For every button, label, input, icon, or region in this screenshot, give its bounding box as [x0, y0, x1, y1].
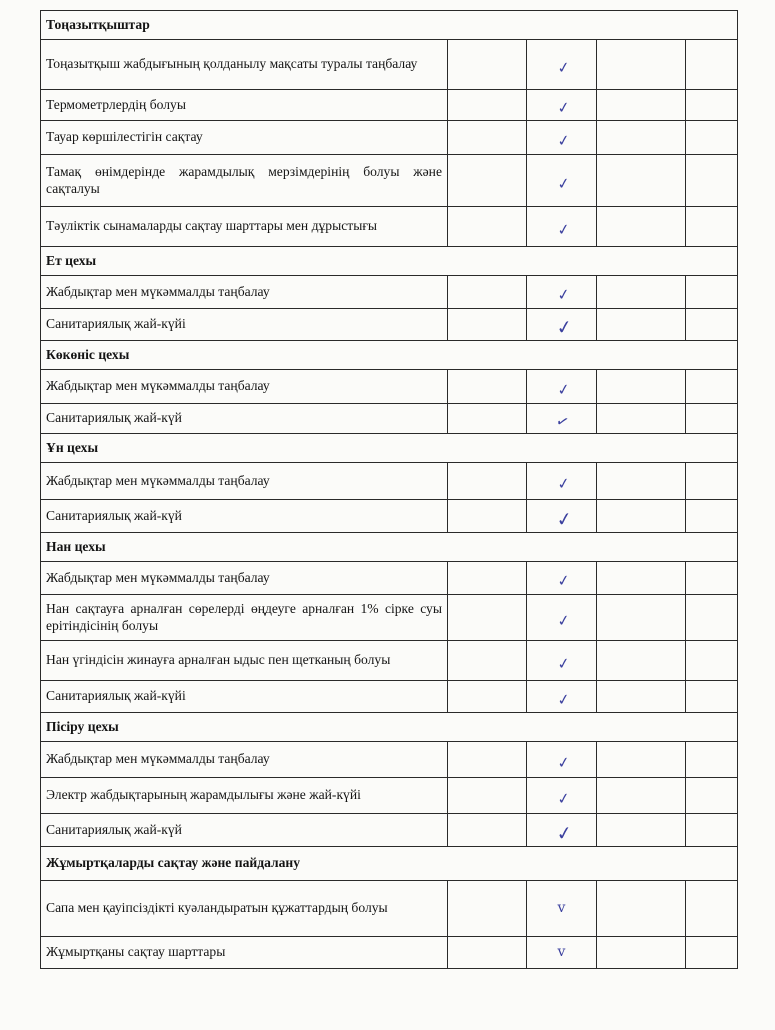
section-title: Ұн цехы	[41, 434, 738, 463]
answer-cell[interactable]	[448, 814, 527, 847]
answer-cell[interactable]	[597, 500, 686, 533]
requirement-label: Жабдықтар мен мүкәммалды таңбалау	[41, 463, 448, 500]
section-title: Нан цехы	[41, 533, 738, 562]
answer-cell[interactable]	[686, 207, 738, 247]
check-mark-cell[interactable]	[527, 500, 597, 533]
answer-cell[interactable]	[448, 370, 527, 404]
checklist-row	[41, 881, 738, 937]
answer-cell[interactable]	[597, 155, 686, 207]
requirement-label: Жабдықтар мен мүкәммалды таңбалау	[41, 742, 448, 778]
check-mark-cell[interactable]	[527, 814, 597, 847]
checklist-row	[41, 641, 738, 681]
answer-cell[interactable]	[448, 595, 527, 641]
check-mark-cell[interactable]	[527, 276, 597, 309]
answer-cell[interactable]	[597, 562, 686, 595]
answer-cell[interactable]	[686, 500, 738, 533]
answer-cell[interactable]	[597, 595, 686, 641]
answer-cell[interactable]	[448, 641, 527, 681]
checklist-row	[41, 937, 738, 969]
check-mark-icon: ✓	[556, 689, 572, 710]
check-mark-icon: v	[557, 944, 566, 961]
check-mark-icon: ✓	[556, 57, 572, 78]
answer-cell[interactable]	[686, 562, 738, 595]
check-mark-icon: ✓	[554, 507, 574, 532]
answer-cell[interactable]	[448, 40, 527, 90]
answer-cell[interactable]	[448, 881, 527, 937]
check-mark-cell[interactable]	[527, 778, 597, 814]
check-mark-icon: ✓	[556, 571, 572, 591]
section-title: Ет цехы	[41, 247, 738, 276]
answer-cell[interactable]	[597, 681, 686, 713]
check-mark-icon: ✓	[556, 379, 572, 400]
check-mark-icon: ✓	[556, 219, 572, 240]
answer-cell[interactable]	[597, 463, 686, 500]
checklist-row	[41, 814, 738, 847]
answer-cell[interactable]	[686, 937, 738, 969]
answer-cell[interactable]	[597, 121, 686, 155]
checklist-row	[41, 155, 738, 207]
section-header-row	[41, 713, 738, 742]
section-header-row	[41, 247, 738, 276]
answer-cell[interactable]	[597, 40, 686, 90]
answer-cell[interactable]	[448, 276, 527, 309]
check-mark-cell[interactable]	[527, 937, 597, 969]
section-title: Көкөніс цехы	[41, 341, 738, 370]
answer-cell[interactable]	[597, 937, 686, 969]
answer-cell[interactable]	[597, 881, 686, 937]
section-title: Пісіру цехы	[41, 713, 738, 742]
check-mark-icon: ✓	[553, 410, 572, 432]
answer-cell[interactable]	[686, 778, 738, 814]
answer-cell[interactable]	[597, 276, 686, 309]
answer-cell[interactable]	[686, 276, 738, 309]
answer-cell[interactable]	[686, 40, 738, 90]
requirement-label: Тәуліктік сынамаларды сақтау шарттары мен дұрыстығы	[41, 207, 448, 247]
answer-cell[interactable]	[597, 814, 686, 847]
requirement-label: Санитариялық жай-күй	[41, 500, 448, 533]
requirement-label: Термометрлердің болуы	[41, 90, 448, 121]
checklist-row	[41, 562, 738, 595]
answer-cell[interactable]	[597, 207, 686, 247]
answer-cell[interactable]	[448, 309, 527, 341]
checklist-row	[41, 595, 738, 641]
check-mark-cell[interactable]	[527, 641, 597, 681]
checklist-row	[41, 207, 738, 247]
section-header-row	[41, 847, 738, 881]
answer-cell[interactable]	[448, 778, 527, 814]
requirement-label: Санитариялық жай-күй	[41, 814, 448, 847]
section-title: Жұмыртқаларды сақтау және пайдалану	[41, 847, 738, 881]
answer-cell[interactable]	[448, 562, 527, 595]
check-mark-icon: ✓	[556, 610, 572, 631]
answer-cell[interactable]	[686, 155, 738, 207]
requirement-label: Тамақ өнімдерінде жарамдылық мерзімдерінің болуы және сақталуы	[41, 155, 448, 207]
check-mark-cell[interactable]	[527, 881, 597, 937]
check-mark-cell[interactable]	[527, 595, 597, 641]
answer-cell[interactable]	[686, 309, 738, 341]
check-mark-icon: ✓	[554, 315, 574, 340]
answer-cell[interactable]	[686, 881, 738, 937]
answer-cell[interactable]	[686, 90, 738, 121]
answer-cell[interactable]	[686, 595, 738, 641]
answer-cell[interactable]	[597, 404, 686, 434]
requirement-label: Санитариялық жай-күйі	[41, 309, 448, 341]
check-mark-cell[interactable]	[527, 121, 597, 155]
check-mark-cell[interactable]	[527, 463, 597, 500]
section-header-row	[41, 434, 738, 463]
check-mark-icon: ✓	[556, 752, 572, 773]
checklist-row	[41, 309, 738, 341]
answer-cell[interactable]	[448, 681, 527, 713]
answer-cell[interactable]	[686, 742, 738, 778]
check-mark-icon: ✓	[556, 788, 572, 809]
answer-cell[interactable]	[686, 814, 738, 847]
check-mark-cell[interactable]	[527, 681, 597, 713]
check-mark-cell[interactable]	[527, 90, 597, 121]
requirement-label: Санитариялық жай-күй	[41, 404, 448, 434]
checklist-row	[41, 404, 738, 434]
section-header-row	[41, 533, 738, 562]
check-mark-cell[interactable]	[527, 562, 597, 595]
checklist-row	[41, 463, 738, 500]
checklist-row	[41, 40, 738, 90]
answer-cell[interactable]	[448, 121, 527, 155]
requirement-label: Санитариялық жай-күйі	[41, 681, 448, 713]
answer-cell[interactable]	[686, 370, 738, 404]
requirement-label: Жабдықтар мен мүкәммалды таңбалау	[41, 276, 448, 309]
requirement-label: Жабдықтар мен мүкәммалды таңбалау	[41, 370, 448, 404]
checklist-row	[41, 370, 738, 404]
answer-cell[interactable]	[448, 742, 527, 778]
checklist-row	[41, 121, 738, 155]
requirement-label: Тауар көршілестігін сақтау	[41, 121, 448, 155]
answer-cell[interactable]	[448, 463, 527, 500]
check-mark-icon: ✓	[554, 821, 574, 846]
checklist-row	[41, 500, 738, 533]
check-mark-cell[interactable]	[527, 207, 597, 247]
check-mark-cell[interactable]	[527, 742, 597, 778]
answer-cell[interactable]	[686, 681, 738, 713]
answer-cell[interactable]	[448, 207, 527, 247]
answer-cell[interactable]	[597, 309, 686, 341]
checklist-row	[41, 742, 738, 778]
checklist-row	[41, 90, 738, 121]
requirement-label: Сапа мен қауіпсіздікті куәландыратын құжаттардың болуы	[41, 881, 448, 937]
check-mark-cell[interactable]	[527, 404, 597, 434]
answer-cell[interactable]	[686, 121, 738, 155]
checklist-row	[41, 276, 738, 309]
check-mark-icon: ✓	[556, 474, 572, 494]
section-header-row	[41, 11, 738, 40]
answer-cell[interactable]	[448, 90, 527, 121]
answer-cell[interactable]	[448, 155, 527, 207]
check-mark-cell[interactable]	[527, 40, 597, 90]
check-mark-icon: ✓	[556, 285, 572, 305]
requirement-label: Нан сақтауға арналған сөрелерді өңдеуге арналған 1% сірке суы ерітіндісінің болуы	[41, 595, 448, 641]
check-mark-cell[interactable]	[527, 370, 597, 404]
answer-cell[interactable]	[686, 404, 738, 434]
answer-cell[interactable]	[597, 370, 686, 404]
check-mark-icon: ✓	[556, 98, 572, 118]
section-title: Тоңазытқыштар	[41, 11, 738, 40]
answer-cell[interactable]	[448, 500, 527, 533]
answer-cell[interactable]	[597, 778, 686, 814]
check-mark-icon: ✓	[556, 173, 572, 194]
answer-cell[interactable]	[448, 937, 527, 969]
checklist-row	[41, 778, 738, 814]
requirement-label: Жабдықтар мен мүкәммалды таңбалау	[41, 562, 448, 595]
answer-cell[interactable]	[686, 463, 738, 500]
check-mark-cell[interactable]	[527, 155, 597, 207]
requirement-label: Тоңазытқыш жабдығының қолданылу мақсаты туралы таңбалау	[41, 40, 448, 90]
requirement-label: Электр жабдықтарының жарамдылығы және жай-күйі	[41, 778, 448, 814]
check-mark-icon: ✓	[556, 653, 572, 674]
requirement-label: Жұмыртқаны сақтау шарттары	[41, 937, 448, 969]
answer-cell[interactable]	[597, 90, 686, 121]
answer-cell[interactable]	[448, 404, 527, 434]
section-header-row	[41, 341, 738, 370]
answer-cell[interactable]	[597, 742, 686, 778]
inspection-checklist-table	[40, 10, 738, 969]
checklist-row	[41, 681, 738, 713]
answer-cell[interactable]	[686, 641, 738, 681]
answer-cell[interactable]	[597, 641, 686, 681]
check-mark-icon: v	[557, 900, 566, 917]
requirement-label: Нан үгіндісін жинауға арналған ыдыс пен щетканың болуы	[41, 641, 448, 681]
check-mark-cell[interactable]	[527, 309, 597, 341]
check-mark-icon: ✓	[556, 130, 572, 151]
